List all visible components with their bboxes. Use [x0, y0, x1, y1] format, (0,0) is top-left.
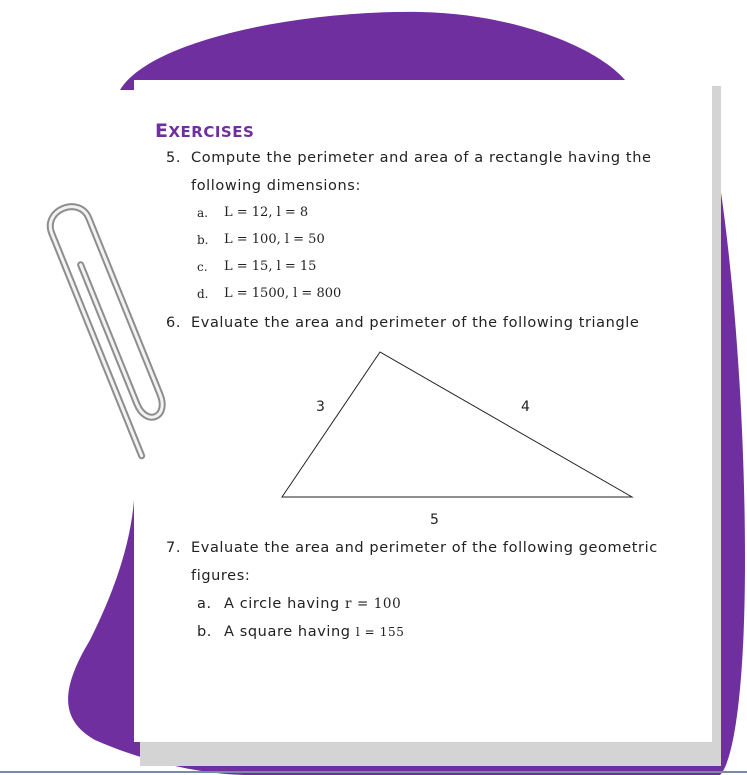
exercises-heading: EXERCISES	[155, 120, 255, 142]
exercise-7-number: 7.	[166, 540, 182, 556]
triangle-side-right-label: 4	[521, 399, 530, 415]
triangle-side-left-label: 3	[316, 399, 325, 415]
exercise-7b-letter: b.	[197, 624, 213, 640]
page-shadow-right	[712, 86, 721, 766]
bottom-border-line	[0, 771, 747, 773]
exercise-7a-item	[224, 596, 401, 612]
exercise-6-prompt: Evaluate the area and perimeter of the following triangle	[191, 315, 640, 331]
exercise-5a-letter: a.	[197, 206, 208, 220]
exercise-7b-item	[224, 624, 404, 640]
exercise-7b-text: A square having	[224, 624, 356, 640]
exercise-7a-letter: a.	[197, 596, 212, 612]
exercise-5b-letter: b.	[197, 233, 209, 247]
exercise-5-prompt-line1: Compute the perimeter and area of a rectangle having the	[191, 150, 652, 166]
exercise-5c-letter: c.	[197, 260, 208, 274]
exercise-7-prompt-line2: figures:	[191, 568, 251, 584]
exercise-7a-math: r = 100	[345, 596, 402, 612]
exercise-5b-text: L = 100, l = 50	[224, 232, 325, 247]
exercise-7b-math: l = 155	[355, 625, 405, 639]
exercise-6-number: 6.	[166, 315, 182, 331]
exercise-5-prompt-line2: following dimensions:	[191, 178, 361, 194]
exercise-5d-text: L = 1500, l = 800	[224, 286, 342, 301]
page-shadow-bottom	[140, 742, 721, 766]
triangle-figure	[270, 340, 650, 540]
exercise-7a-text: A circle having	[224, 596, 345, 612]
exercise-5a-text: L = 12, l = 8	[224, 205, 309, 220]
exercise-5d-letter: d.	[197, 287, 209, 301]
triangle-side-bottom-label: 5	[430, 512, 439, 528]
exercise-5c-text: L = 15, l = 15	[224, 259, 317, 274]
paperclip-icon	[30, 180, 180, 470]
exercise-5-number: 5.	[166, 150, 182, 166]
exercise-7-prompt-line1: Evaluate the area and perimeter of the following geometric	[191, 540, 658, 556]
